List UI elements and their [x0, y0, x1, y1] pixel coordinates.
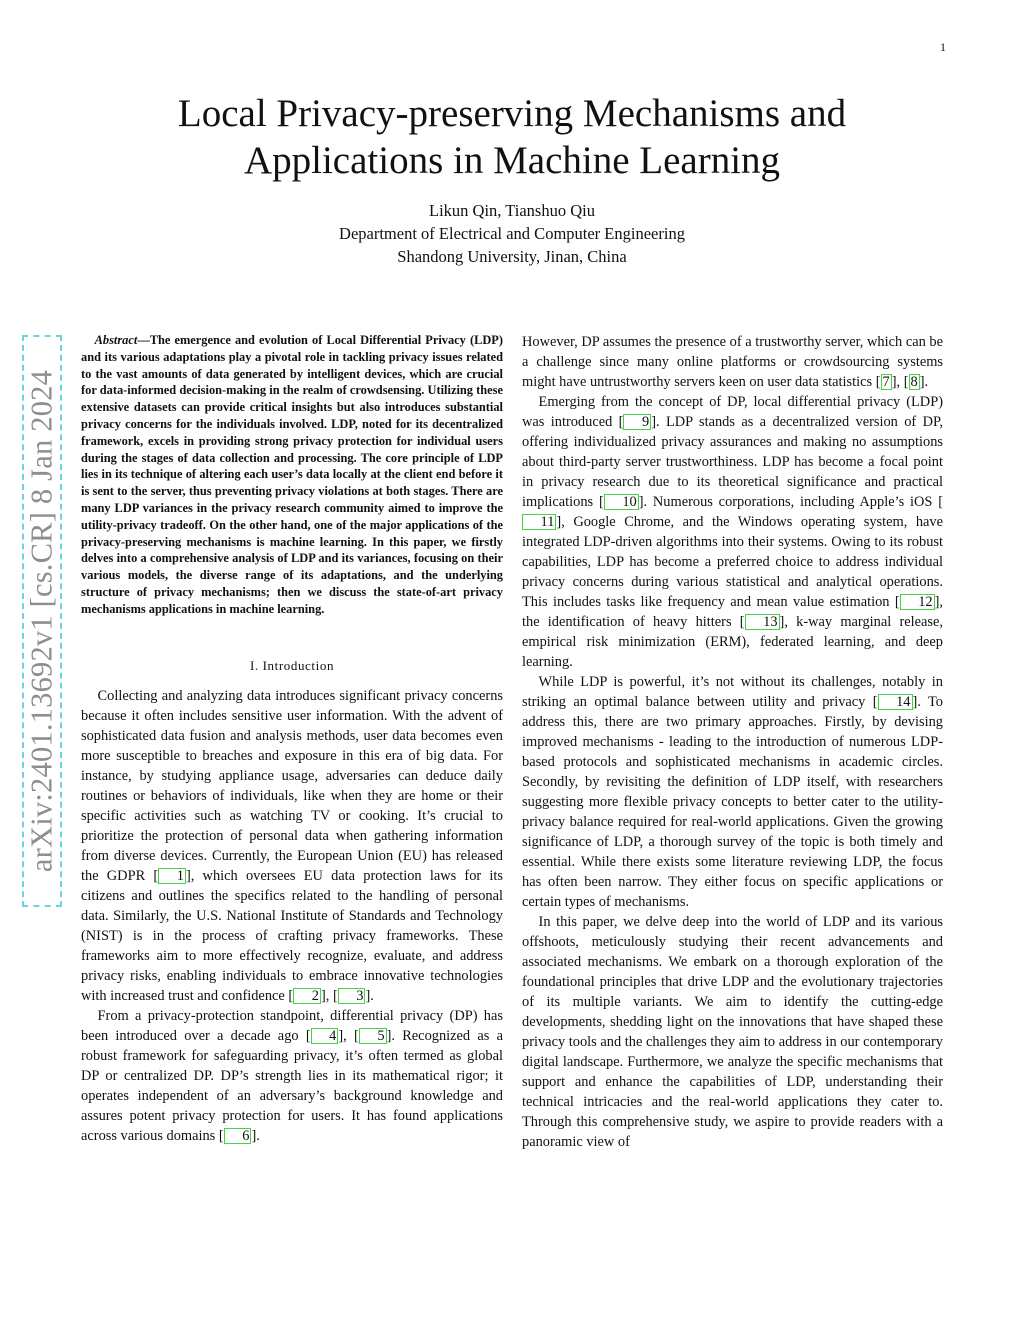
right-column: [522, 332, 943, 1152]
text-run: . Numerous corporations, including Apple’s iOS: [643, 494, 939, 510]
citation-link[interactable]: 6: [224, 1128, 252, 1144]
paper-title: [0, 90, 1024, 184]
text-run: From a privacy-protection standpoint, differential privacy (DP) has been introduced over a decade ago: [81, 1007, 503, 1044]
citation-link[interactable]: 7: [882, 374, 890, 390]
text-run: ,: [896, 374, 904, 390]
text-run: Collecting and analyzing data introduces significant privacy concerns because it often includes sensitive user information. With the advent of sophisticated data fusion and analysis methods, user data becomes even more susceptible to breaches and exposure in this era of big data. For instance, by studying appliance usage, adversaries can deduce daily routines or behaviors of individuals, like when they are home or their specific activities such as watching TV or cooking. It’s crucial to prioritize the protection of personal data when gathering information from diverse devices. Currently, the European Union (EU) has released the GDPR: [81, 687, 503, 884]
intro-paragraph-4: Emerging from the concept of DP, local differential privacy (LDP) was introduced [ 9 ]. LDP stands as a decentralized version of DP, offering individualized privacy assurances and making no assumptions about third-party server trustworthiness. LDP has become a focal point in privacy research due to its theoretical significance and practical implications [ 10 ]. Numerous corporations, including Apple’s iOS [11 ], Google Chrome, and the Windows operating system, have integrated LDP-driven algorithms into their systems. Owing to its robust capabilities, LDP has become a preferred choice to address individual privacy concerns during various statistical and analytical operations. This includes tasks like frequency and mean value estimation [ 12 ], the identification of heavy hitters [ 13 ], k-way marginal release, empirical risk minimization (ERM), federated learning, and deep learning.: [522, 394, 943, 670]
text-run: While LDP is powerful, it’s not without its challenges, notably in striking an optimal balance between utility and privacy: [522, 674, 943, 710]
text-run: , Google Chrome, and the Windows operating system, have integrated LDP-driven algorithms into their systems. Owing to its robust capabilities, LDP has become a preferred choice to address individual privacy concerns during various statistical and analytical operations. This includes tasks like frequency and mean value estimation: [522, 514, 943, 610]
citation-link[interactable]: 5: [359, 1028, 387, 1044]
text-run: .: [370, 987, 374, 1004]
intro-paragraph-5: While LDP is powerful, it’s not without its challenges, notably in striking an optimal balance between utility and privacy [ 14 ]. To address this, there are two primary approaches. Firstly, by devising improved mechanisms - leading to the introduction of numerous LDP-based protocols and sophisticated mechanisms in academic circles. Secondly, by revisiting the definition of LDP itself, with researchers suggesting more flexible privacy concepts to better cater to the utility-privacy balance required for real-world applications. Given the growing significance of LDP, a thorough survey of the topic is both timely and essential. While there exists some literature reviewing LDP, the focus has often been narrow. They either focus on specific applications or certain types of mechanisms.: [522, 674, 943, 910]
paper-title-line-1: Local Privacy-preserving Mechanisms and: [177, 92, 847, 135]
text-run: .: [256, 1127, 260, 1144]
author-department: Department of Electrical and Computer Engineering: [339, 224, 685, 243]
arxiv-identifier-stamp[interactable]: [22, 335, 62, 907]
text-run: , k-way marginal release, empirical risk minimization (ERM), federated learning, and deep learning.: [522, 614, 943, 670]
citation-link[interactable]: 2: [293, 988, 321, 1004]
citation-link[interactable]: 11: [522, 514, 556, 530]
left-column: [81, 332, 503, 1146]
intro-paragraph-1: Collecting and analyzing data introduces significant privacy concerns because it often includes sensitive user information. With the advent of sophisticated data fusion and analysis methods, user data becomes even more susceptible to breaches and exposure in this era of big data. For instance, by studying appliance usage, adversaries can deduce daily routines or behaviors of individuals, like when they are home or their specific activities such as watching TV or cooking. It’s crucial to prioritize the protection of personal data when gathering information from diverse devices. Currently, the European Union (EU) has released the GDPR [ 1 ], which oversees EU data protection laws for its citizens and outlines the specifics related to the handling of personal data. Similarly, the U.S. National Institute of Standards and Technology (NIST) is in the process of crafting privacy frameworks. These frameworks aim to more effectively recognize, evaluate, and address privacy risks, enabling individuals to embrace innovative technologies with increased trust and confidence [ 2 ], [ 3 ].: [81, 687, 504, 1004]
intro-paragraph-2: From a privacy-protection standpoint, differential privacy (DP) has been introduced over a decade ago [ 4 ], [ 5 ]. Recognized as a robust framework for safeguarding privacy, it’s often termed as global DP or centralized DP. DP’s strength lies in its mathematical rigor; it operates independent of an adversary’s background knowledge and assures potent privacy protection for users. It has found applications across various domains [ 6 ].: [81, 1007, 503, 1144]
citation-link[interactable]: 3: [338, 988, 366, 1004]
text-run: ,: [325, 987, 333, 1004]
text-run: Emerging from the concept of DP, local differential privacy (LDP) was introduced: [522, 394, 943, 430]
text-run: . LDP stands as a decentralized version of DP, offering individualized privacy assurances and making no assumptions about third-party server trustworthiness. LDP has become a focal point in privacy research due to its theoretical significance and practical implications: [522, 414, 943, 510]
arxiv-identifier-text: arXiv:2401.13692v1 [cs.CR] 8 Jan 2024: [24, 369, 59, 873]
abstract: [81, 332, 503, 618]
paper-title-line-2: Applications in Machine Learning: [243, 139, 781, 182]
section-heading-introduction: I. Introduction: [249, 657, 335, 673]
text-run: , the identification of heavy hitters: [522, 594, 943, 630]
author-university: Shandong University, Jinan, China: [397, 247, 627, 266]
citation-link[interactable]: 4: [311, 1028, 339, 1044]
text-run: However, DP assumes the presence of a trustworthy server, which can be a challenge since many online platforms or crowdsourcing systems might have untrustworthy servers keen on user data statistics: [522, 334, 943, 390]
intro-paragraph-3: However, DP assumes the presence of a trustworthy server, which can be a challenge since many online platforms or crowdsourcing systems might have untrustworthy servers keen on user data statistics [ 7 ], [ 8 ].: [522, 334, 943, 390]
citation-link[interactable]: 14: [878, 694, 913, 710]
abstract-text: —The emergence and evolution of Local Differential Privacy (LDP) and its various adaptations play a pivotal role in tackling privacy issues related to the vast amounts of data generated by intelligent devices, which are crucial for data-informed decision-making in the realm of crowdsensing. Utilizing these extensive datasets can provide critical insights but also introduces substantial privacy concerns for the individuals involved. LDP, noted for its decentralized framework, excels in providing strong privacy protection for individual users during the stages of data collection and processing. The core principle of LDP lies in its technique of altering each user’s data locally at the client end before it is sent to the server, thus preventing privacy violations at both stages. There are many LDP variances in the privacy research community aimed to improve the utility-privacy tradeoff. On the other hand, one of the major applications of the privacy-preserving mechanisms is machine learning. In this paper, we firstly delves into a comprehensive analysis of LDP and its variances, focusing on their various models, the diverse range of its adaptations, and the underlying structure of privacy mechanisms; then we discuss the state-of-art privacy mechanisms applications in machine learning.: [81, 333, 503, 616]
citation-link[interactable]: 1: [158, 868, 186, 884]
citation-link[interactable]: 13: [745, 614, 780, 630]
text-run: , which oversees EU data protection laws for its citizens and outlines the specifics related to the handling of personal data. Similarly, the U.S. National Institute of Standards and Technology (NIST) is in the process of crafting privacy frameworks. These frameworks aim to more effectively recognize, evaluate, and address privacy risks, enabling individuals to embrace innovative technologies with increased trust and confidence: [81, 867, 504, 1004]
author-block: [0, 199, 1024, 268]
citation-link[interactable]: 9: [623, 414, 651, 430]
citation-link[interactable]: 8: [910, 374, 918, 390]
text-run: .: [924, 374, 929, 390]
text-run: . To address this, there are two primary approaches. Firstly, by devising improved mechanisms - leading to the introduction of numerous LDP-based protocols and sophisticated mechanisms in academic circles. Secondly, by revisiting the definition of LDP itself, with researchers suggesting more flexible privacy concepts to better cater to the utility-privacy balance required for real-world applications. Given the growing significance of LDP, a thorough survey of the topic is both timely and essential. While there exists some literature reviewing LDP, the focus has often been narrow. They either focus on specific applications or certain types of mechanisms.: [522, 694, 943, 910]
author-names: Likun Qin, Tianshuo Qiu: [429, 201, 595, 220]
intro-paragraph-6: In this paper, we delve deep into the world of LDP and its various offshoots, meticulously studying their recent advancements and associated mechanisms. We embark on a thorough exploration of the foundational principles that drive LDP and the evolutionary trajectories of its multiple variants. We aim to identify the cutting-edge developments, shedding light on the innovations that have shaped these privacy tools and the challenges they aim to address in our contemporary digital landscape. Furthermore, we analyze the specific mechanisms that support and enhance the capabilities of LDP, understanding their technical intricacies and the real-world applications they cater to. Through this comprehensive study, we aspire to provide readers with a panoramic view of: [522, 914, 943, 1150]
page-number: 1: [940, 40, 946, 54]
text-run: ,: [343, 1027, 355, 1044]
text-run: . Recognized as a robust framework for safeguarding privacy, it’s often termed as global DP or centralized DP. DP’s strength lies in its mathematical rigor; it operates independent of an adversary’s background knowledge and assures potent privacy protection for users. It has found applications across various domains: [81, 1027, 503, 1144]
citation-link[interactable]: 12: [900, 594, 935, 610]
abstract-label: Abstract: [94, 333, 138, 347]
citation-link[interactable]: 10: [604, 494, 639, 510]
